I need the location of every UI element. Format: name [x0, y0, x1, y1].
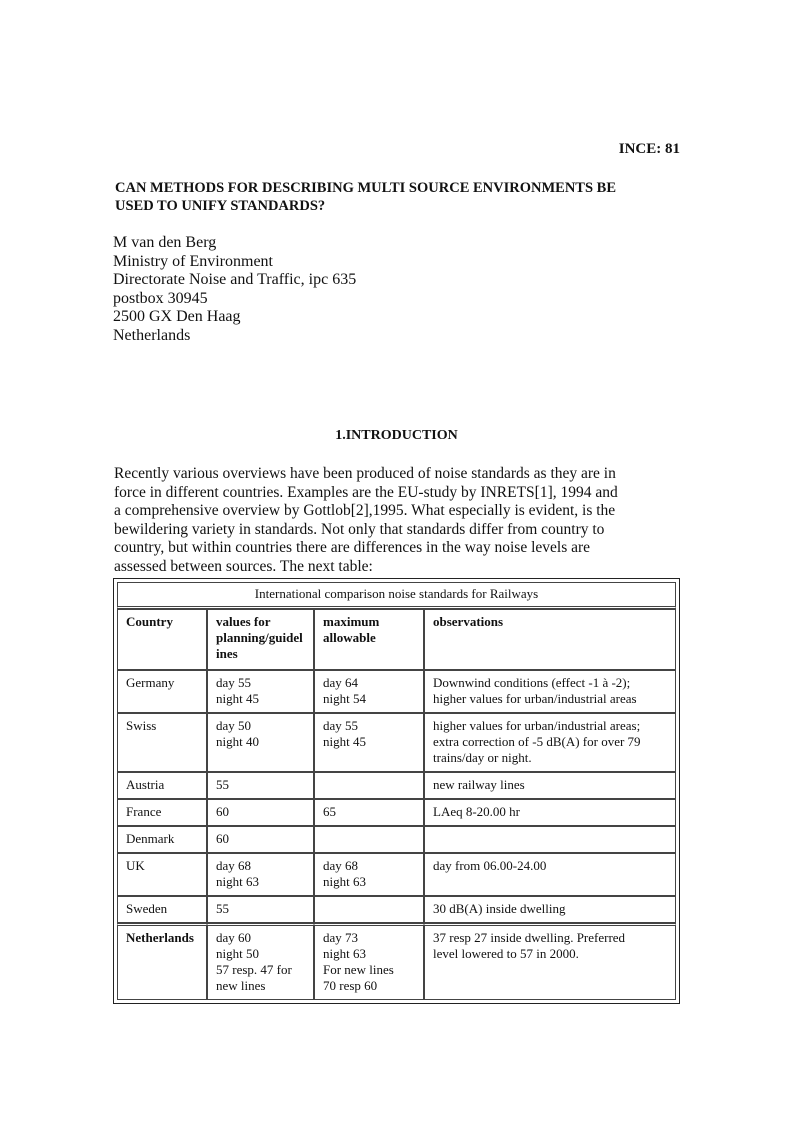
- cell-line: extra correction of -5 dB(A) for over 79: [433, 734, 641, 749]
- cell-line: night 63: [323, 874, 366, 889]
- cell-observations: 30 dB(A) inside dwelling: [424, 896, 676, 923]
- cell-line: higher values for urban/industrial areas: [433, 691, 637, 706]
- cell-country: Swiss: [117, 713, 207, 772]
- header-maximum-line: allowable: [323, 630, 376, 645]
- cell-line: day 64: [323, 675, 359, 690]
- cell-country: Sweden: [117, 896, 207, 923]
- cell-country: UK: [117, 853, 207, 896]
- cell-planning: 60: [207, 826, 314, 853]
- cell-line: day 55: [323, 718, 359, 733]
- cell-planning: [207, 923, 314, 1000]
- cell-line: day 73: [323, 930, 359, 945]
- cell-observations: [424, 923, 676, 1000]
- header-planning: [207, 609, 314, 670]
- cell-country: France: [117, 799, 207, 826]
- cell-maximum: [314, 670, 424, 713]
- header-planning-line: planning/guidel: [216, 630, 303, 645]
- table-row: [117, 670, 676, 713]
- cell-observations: [424, 713, 676, 772]
- cell-observations: new railway lines: [424, 772, 676, 799]
- author-department: Directorate Noise and Traffic, ipc 635: [113, 271, 357, 289]
- cell-maximum: [314, 713, 424, 772]
- cell-maximum: [314, 853, 424, 896]
- cell-planning: [207, 853, 314, 896]
- header-maximum: [314, 609, 424, 670]
- cell-line: day 60: [216, 930, 252, 945]
- cell-line: 37 resp 27 inside dwelling. Preferred: [433, 930, 626, 945]
- cell-country: Austria: [117, 772, 207, 799]
- cell-line: For new lines: [323, 962, 394, 977]
- cell-observations: LAeq 8-20.00 hr: [424, 799, 676, 826]
- cell-maximum: [314, 772, 424, 799]
- cell-line: night 45: [216, 691, 259, 706]
- intro-line: bewildering variety in standards. Not only that standards differ from country to: [114, 520, 605, 538]
- cell-line: higher values for urban/industrial areas;: [433, 718, 641, 733]
- cell-line: 57 resp. 47 for: [216, 962, 292, 977]
- title-line-1: CAN METHODS FOR DESCRIBING MULTI SOURCE ENVIRONMENTS BE: [115, 180, 617, 196]
- cell-line: level lowered to 57 in 2000.: [433, 946, 579, 961]
- table-header-row: [117, 609, 676, 670]
- cell-maximum: 65: [314, 799, 424, 826]
- cell-planning: [207, 670, 314, 713]
- cell-line: day 50: [216, 718, 252, 733]
- title-line-2: USED TO UNIFY STANDARDS?: [115, 198, 326, 214]
- intro-line: a comprehensive overview by Gottlob[2],1995. What especially is evident, is the: [114, 502, 616, 519]
- header-planning-line: ines: [216, 646, 238, 661]
- table-row: [117, 799, 676, 826]
- table-row: [117, 923, 676, 1000]
- cell-observations: day from 06.00-24.00: [424, 853, 676, 896]
- table-row: [117, 713, 676, 772]
- table-row: [117, 772, 676, 799]
- cell-planning: 55: [207, 896, 314, 923]
- author-postbox: postbox 30945: [113, 289, 208, 307]
- cell-maximum: [314, 896, 424, 923]
- cell-line: new lines: [216, 978, 266, 993]
- cell-line: night 40: [216, 734, 259, 749]
- header-observations: observations: [424, 609, 676, 670]
- cell-line: day 68: [323, 858, 359, 873]
- cell-line: night 45: [323, 734, 366, 749]
- cell-line: night 63: [323, 946, 366, 961]
- section-heading: 1.INTRODUCTION: [335, 428, 458, 443]
- cell-line: Downwind conditions (effect -1 à -2);: [433, 675, 631, 690]
- cell-line: night 54: [323, 691, 366, 706]
- cell-country: Germany: [117, 670, 207, 713]
- cell-observations: [424, 670, 676, 713]
- paper-title: [115, 179, 695, 215]
- cell-line: night 63: [216, 874, 259, 889]
- reference-number: INCE: 81: [618, 141, 680, 157]
- cell-planning: 60: [207, 799, 314, 826]
- railway-standards-table: [117, 582, 676, 1000]
- cell-line: night 50: [216, 946, 259, 961]
- cell-country: Denmark: [117, 826, 207, 853]
- author-name: M van den Berg: [113, 234, 217, 251]
- table-row: [117, 853, 676, 896]
- header-country: Country: [117, 609, 207, 670]
- table-caption: International comparison noise standards for Railways: [117, 582, 676, 609]
- cell-line: day 68: [216, 858, 252, 873]
- cell-line: trains/day or night.: [433, 750, 532, 765]
- header-maximum-line: maximum: [323, 614, 380, 629]
- cell-observations: [424, 826, 676, 853]
- table-row: [117, 826, 676, 853]
- cell-line: 70 resp 60: [323, 978, 378, 993]
- author-block: [113, 234, 356, 346]
- intro-line: force in different countries. Examples are the EU-study by INRETS[1], 1994 and: [114, 483, 618, 501]
- author-organization: Ministry of Environment: [113, 252, 273, 270]
- intro-paragraph: [114, 465, 694, 576]
- intro-line: country, but within countries there are differences in the way noise levels are: [114, 539, 591, 556]
- author-country: Netherlands: [113, 326, 191, 344]
- cell-planning: [207, 713, 314, 772]
- cell-maximum: [314, 923, 424, 1000]
- cell-line: day 55: [216, 675, 252, 690]
- cell-country: Netherlands: [117, 923, 207, 1000]
- intro-line: Recently various overviews have been produced of noise standards as they are in: [114, 465, 616, 482]
- table-row: [117, 896, 676, 923]
- cell-planning: 55: [207, 772, 314, 799]
- cell-maximum: [314, 826, 424, 853]
- railway-standards-table-frame: [113, 578, 680, 1004]
- header-planning-line: values for: [216, 614, 271, 629]
- intro-line: assessed between sources. The next table:: [114, 557, 373, 575]
- author-city: 2500 GX Den Haag: [113, 308, 241, 326]
